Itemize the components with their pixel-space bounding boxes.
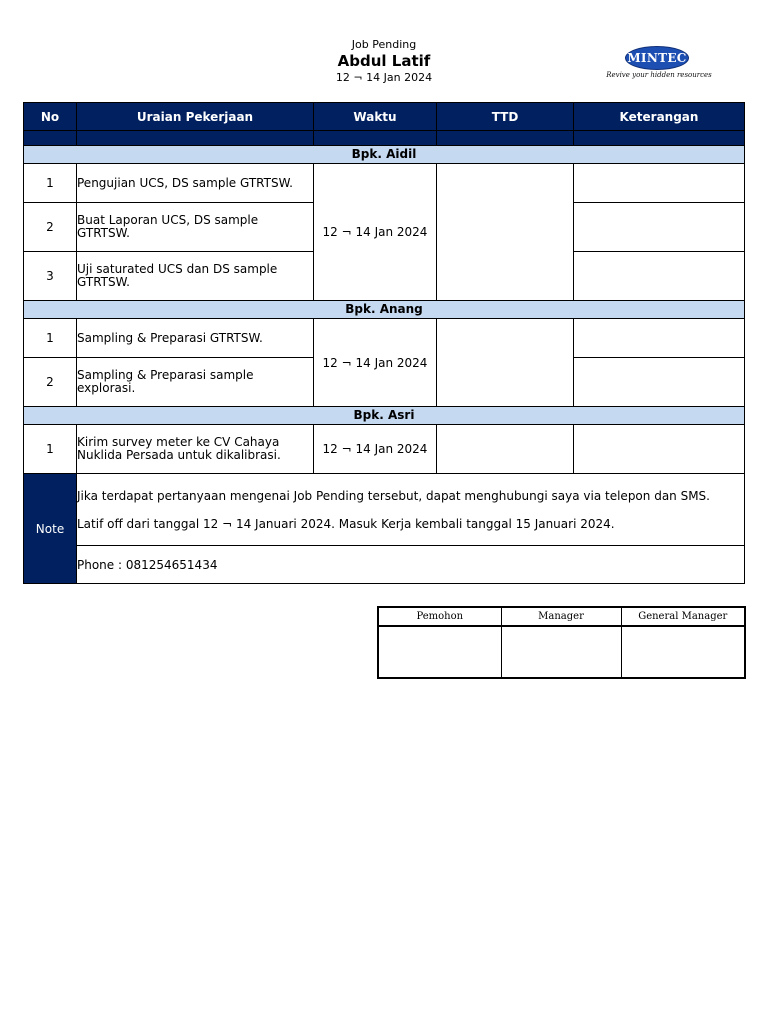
keterangan-cell <box>574 358 745 407</box>
ttd-cell <box>437 425 574 474</box>
task-waktu: 12 ¬ 14 Jan 2024 <box>314 319 437 407</box>
col-header-uraian: Uraian Pekerjaan <box>77 103 314 131</box>
employee-name: Abdul Latif <box>337 52 431 70</box>
table-header-spacer-row <box>24 131 745 146</box>
task-no: 1 <box>24 164 77 203</box>
col-header-no: No <box>24 103 77 131</box>
header-spacer-cell <box>77 131 314 146</box>
note-text <box>77 474 745 546</box>
header-spacer-cell <box>574 131 745 146</box>
signature-box-pemohon <box>378 626 501 678</box>
group-title: Bpk. Aidil <box>24 146 745 164</box>
task-desc: Uji saturated UCS dan DS sample GTRTSW. <box>77 252 314 301</box>
task-desc: Sampling & Preparasi sample explorasi. <box>77 358 314 407</box>
table-row <box>24 319 745 358</box>
ttd-cell <box>437 164 574 301</box>
task-desc: Sampling & Preparasi GTRTSW. <box>77 319 314 358</box>
keterangan-cell <box>574 203 745 252</box>
header-spacer-cell <box>314 131 437 146</box>
document-type: Job Pending <box>351 38 417 51</box>
approval-label-manager: Manager <box>501 607 621 626</box>
col-header-keterangan: Keterangan <box>574 103 745 131</box>
keterangan-cell <box>574 319 745 358</box>
approval-label-general-manager: General Manager <box>621 607 745 626</box>
task-waktu: 12 ¬ 14 Jan 2024 <box>314 164 437 301</box>
note-label: Note <box>24 474 77 584</box>
logo-oval: MINTEC <box>625 46 689 70</box>
task-no: 1 <box>24 425 77 474</box>
table-row <box>24 164 745 203</box>
col-header-waktu: Waktu <box>314 103 437 131</box>
note-line-leave: Latif off dari tanggal 12 ¬ 14 Januari 2024. Masuk Kerja kembali tanggal 15 Januari 2024. <box>77 516 615 531</box>
task-desc: Kirim survey meter ke CV Cahaya Nuklida Persada untuk dikalibrasi. <box>77 425 314 474</box>
approval-label-row <box>378 607 745 626</box>
group-title: Bpk. Anang <box>24 301 745 319</box>
table-header-row <box>24 103 745 131</box>
date-range: 12 ¬ 14 Jan 2024 <box>335 71 433 84</box>
approval-signature-row <box>378 626 745 678</box>
approval-table <box>377 606 746 679</box>
task-desc: Buat Laporan UCS, DS sample GTRTSW. <box>77 203 314 252</box>
task-desc: Pengujian UCS, DS sample GTRTSW. <box>77 164 314 203</box>
task-no: 2 <box>24 203 77 252</box>
group-title: Bpk. Asri <box>24 407 745 425</box>
task-no: 3 <box>24 252 77 301</box>
table-row <box>24 425 745 474</box>
ttd-cell <box>437 319 574 407</box>
phone-row <box>24 546 745 584</box>
approval-label-pemohon: Pemohon <box>378 607 501 626</box>
group-row-anang <box>24 301 745 319</box>
note-row <box>24 474 745 546</box>
keterangan-cell <box>574 425 745 474</box>
header-spacer-cell <box>24 131 77 146</box>
signature-box-general-manager <box>621 626 745 678</box>
note-line-contact: Jika terdapat pertanyaan mengenai Job Pending tersebut, dapat menghubungi saya via telepon dan SMS. <box>77 488 710 503</box>
logo-tagline: Revive your hidden resources <box>606 71 712 79</box>
col-header-ttd: TTD <box>437 103 574 131</box>
keterangan-cell <box>574 252 745 301</box>
company-logo <box>604 44 714 84</box>
group-row-asri <box>24 407 745 425</box>
job-pending-table <box>23 102 745 584</box>
header-spacer-cell <box>437 131 574 146</box>
signature-box-manager <box>501 626 621 678</box>
task-no: 1 <box>24 319 77 358</box>
task-no: 2 <box>24 358 77 407</box>
task-waktu: 12 ¬ 14 Jan 2024 <box>314 425 437 474</box>
keterangan-cell <box>574 164 745 203</box>
group-row-aidil <box>24 146 745 164</box>
phone-number: Phone : 081254651434 <box>77 546 745 584</box>
